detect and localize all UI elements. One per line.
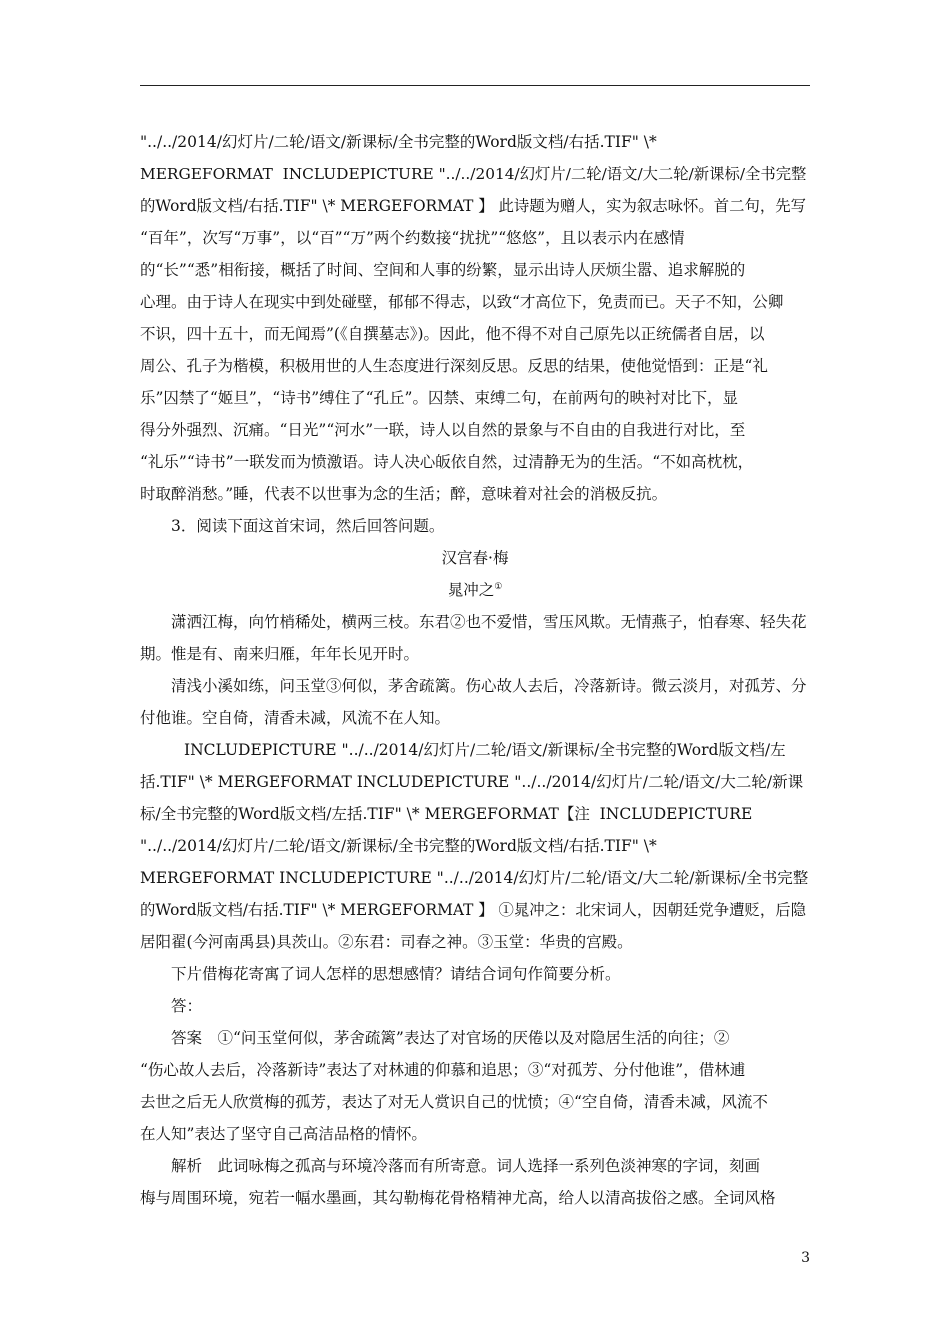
text-line: 的Word版文档/右括.TIF" \* MERGEFORMAT 】 此诗题为赠人，实为叙志咏怀。首二句，先写 [140, 197, 807, 215]
poem-title: 汉宫春·梅 [441, 549, 509, 567]
text-line: 周公、孔子为楷模，积极用世的人生态度进行深刻反思。反思的结果，使他觉悟到：正是“礼 [140, 357, 768, 375]
answer-label: 答： [171, 997, 203, 1015]
text-line: 时取醉消愁。”睡，代表不以世事为念的生活；醉，意味着对社会的消极反抗。 [140, 485, 668, 503]
text-line: 答案 ①“问玉堂何似，茅舍疏篱”表达了对官场的厌倦以及对隐居生活的向往；② [171, 1029, 730, 1047]
poem-stanza-1 [140, 606, 810, 670]
text-line: 得分外强烈、沉痛。“日光”“河水”一联，诗人以自然的景象与不自由的自我进行对比，至 [140, 421, 746, 439]
text-line: 心理。由于诗人在现实中到处碰壁，郁郁不得志，以致“才高位下，免责而已。天子不知，公卿 [140, 293, 784, 311]
text-line: MERGEFORMAT INCLUDEPICTURE "../../2014/幻灯片/二轮/语文/大二轮/新课标/全书完整 [140, 869, 809, 887]
text-line: INCLUDEPICTURE "../../2014/幻灯片/二轮/语文/新课标/全书完整的Word版文档/左 [184, 741, 786, 759]
footnote-marker: ① [494, 581, 503, 592]
question-prompt: 下片借梅花寄寓了词人怎样的思想感情？请结合词句作简要分析。 [171, 965, 621, 983]
text-line: “百年”，次写“万事”，以“百”“万”两个约数接“扰扰”“悠悠”，且以表示内在感情 [140, 229, 685, 247]
text-line: 解析 此词咏梅之孤高与环境冷落而有所寄意。词人选择一系列色淡神寒的字词，刻画 [171, 1157, 761, 1175]
text-line: 标/全书完整的Word版文档/左括.TIF" \* MERGEFORMAT【注 INCLUDEPICTURE [140, 805, 753, 823]
poem-author: 晁冲之① [447, 581, 503, 599]
text-line: 期。惟是有、南来归雁，年年长见开时。 [140, 645, 420, 663]
text-line: 梅与周围环境，宛若一幅水墨画，其勾勒梅花骨格精神尤高，给人以清高拔俗之感。全词风格 [140, 1189, 776, 1207]
page-number: 3 [801, 1250, 810, 1266]
text-line: 清浅小溪如练，问玉堂③何似，茅舍疏篱。伤心故人去后，冷落新诗。微云淡月，对孤芳、分 [171, 677, 807, 695]
question-heading: 3．阅读下面这首宋词，然后回答问题。 [171, 517, 445, 535]
text-line: 居阳翟(今河南禹县)具茨山。②东君：司春之神。③玉堂：华贵的宫殿。 [140, 933, 633, 951]
text-line: 在人知”表达了坚守自己高洁品格的情怀。 [140, 1125, 427, 1143]
commentary-paragraph [140, 126, 810, 510]
notes-paragraph [140, 734, 810, 958]
text-line: 付他谁。空自倚，清香未减，风流不在人知。 [140, 709, 451, 727]
text-line: "../../2014/幻灯片/二轮/语文/新课标/全书完整的Word版文档/右括.TIF" \* [140, 133, 657, 151]
text-line: “礼乐”“诗书”一联发而为愤激语。诗人决心皈依自然，过清静无为的生活。“不如高枕枕， [140, 453, 754, 471]
text-line: 的“长”“悉”相衔接，概括了时间、空间和人事的纷繁，显示出诗人厌烦尘嚣、追求解脱的 [140, 261, 746, 279]
document-body [140, 126, 810, 1214]
text-line: “伤心故人去后，冷落新诗”表达了对林逋的仰慕和追思；③“对孤芳、分付他谁”，借林逋 [140, 1061, 746, 1079]
text-line: "../../2014/幻灯片/二轮/语文/新课标/全书完整的Word版文档/右括.TIF" \* [140, 837, 657, 855]
text-line: 不识，四十五十，而无闻焉”(《自撰墓志》)。因此，他不得不对自己原先以正统儒者自居，以 [140, 325, 765, 343]
text-line: 去世之后无人欣赏梅的孤芳，表达了对无人赏识自己的忧愤；④“空自倚，清香未减，风流不 [140, 1093, 768, 1111]
text-line: MERGEFORMAT INCLUDEPICTURE "../../2014/幻灯片/二轮/语文/大二轮/新课标/全书完整 [140, 165, 807, 183]
text-line: 的Word版文档/右括.TIF" \* MERGEFORMAT 】 ①晁冲之：北宋词人，因朝廷党争遭贬，后隐 [140, 901, 807, 919]
analysis-paragraph [140, 1150, 810, 1214]
header-rule [140, 85, 810, 86]
text-line: 潇洒江梅，向竹梢稀处，横两三枝。东君②也不爱惜，雪压风欺。无情燕子，怕春寒、轻失花 [171, 613, 807, 631]
text-line: 乐”囚禁了“姬旦”，“诗书”缚住了“孔丘”。囚禁、束缚二句，在前两句的映衬对比下，显 [140, 389, 738, 407]
text-line: 括.TIF" \* MERGEFORMAT INCLUDEPICTURE "../../2014/幻灯片/二轮/语文/大二轮/新课 [140, 773, 804, 791]
poem-stanza-2 [140, 670, 810, 734]
answer-paragraph [140, 1022, 810, 1150]
